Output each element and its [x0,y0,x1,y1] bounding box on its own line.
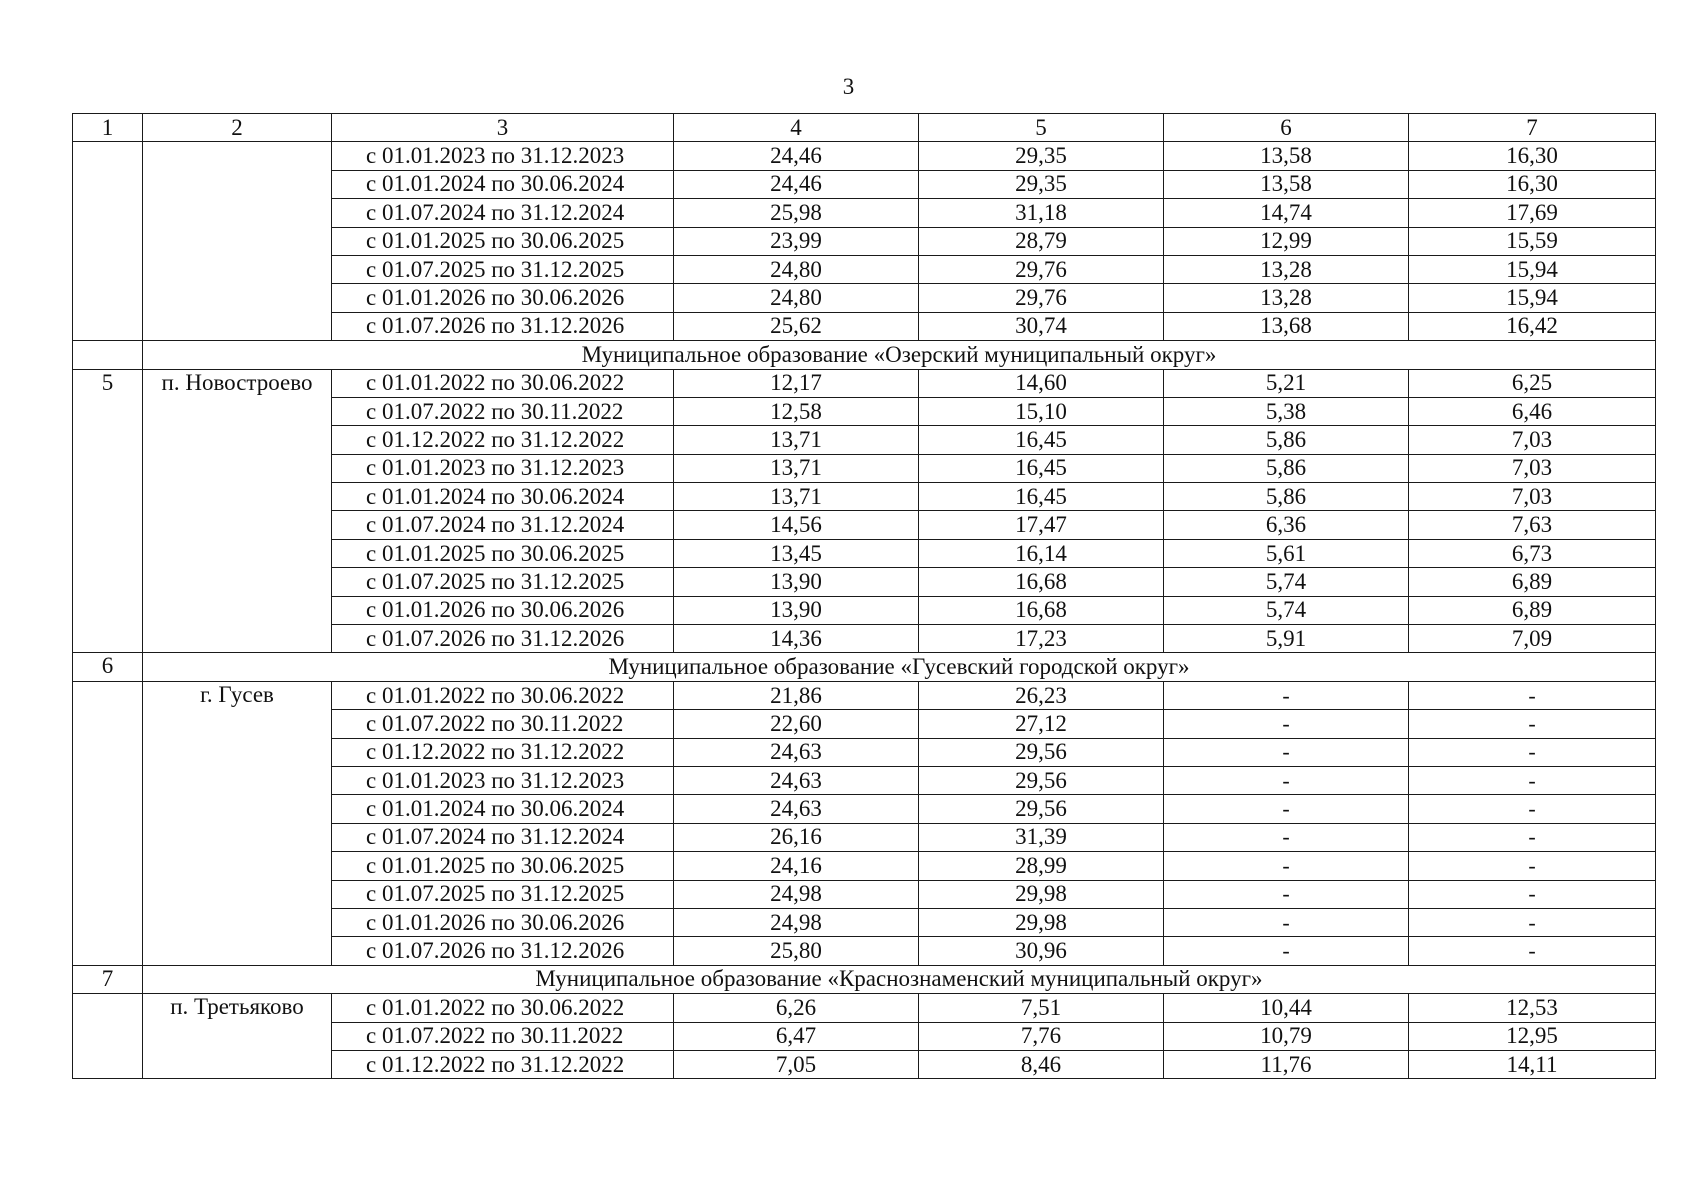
value-cell-col6: 10,79 [1164,1022,1409,1050]
value-cell-col7: - [1409,937,1656,965]
value-cell-col6: - [1164,852,1409,880]
value-cell-col4: 12,58 [674,397,919,425]
value-cell-col6: 10,44 [1164,994,1409,1022]
period-cell: с 01.01.2025 по 30.06.2025 [332,852,674,880]
column-number: 7 [1409,114,1656,142]
value-cell-col6: 14,74 [1164,199,1409,227]
value-cell-col7: 15,94 [1409,284,1656,312]
value-cell-col5: 30,96 [919,937,1164,965]
value-cell-col6: 13,68 [1164,312,1409,340]
column-number: 2 [143,114,332,142]
period-cell: с 01.07.2022 по 30.11.2022 [332,1022,674,1050]
value-cell-col4: 13,71 [674,483,919,511]
value-cell-col5: 16,45 [919,454,1164,482]
value-cell-col6: 13,28 [1164,284,1409,312]
value-cell-col4: 14,36 [674,625,919,653]
period-cell: с 01.07.2022 по 30.11.2022 [332,397,674,425]
value-cell-col7: - [1409,880,1656,908]
value-cell-col7: 6,25 [1409,369,1656,397]
value-cell-col4: 23,99 [674,227,919,255]
period-cell: с 01.07.2024 по 31.12.2024 [332,511,674,539]
value-cell-col7: 17,69 [1409,199,1656,227]
value-cell-col5: 16,68 [919,596,1164,624]
period-cell: с 01.01.2025 по 30.06.2025 [332,539,674,567]
value-cell-col5: 7,51 [919,994,1164,1022]
column-number: 5 [919,114,1164,142]
municipality-header-row [73,653,1656,681]
column-number: 4 [674,114,919,142]
period-cell: с 01.01.2024 по 30.06.2024 [332,483,674,511]
value-cell-col4: 24,46 [674,170,919,198]
value-cell-col4: 7,05 [674,1050,919,1078]
value-cell-col6: 12,99 [1164,227,1409,255]
period-cell: с 01.01.2026 по 30.06.2026 [332,284,674,312]
value-cell-col5: 16,45 [919,483,1164,511]
municipality-title: Муниципальное образование «Гусевский городской округ» [143,653,1656,681]
column-number-row [73,114,1656,142]
period-cell: с 01.01.2023 по 31.12.2023 [332,766,674,794]
value-cell-col7: - [1409,681,1656,709]
value-cell-col7: 7,03 [1409,454,1656,482]
value-cell-col4: 13,71 [674,454,919,482]
value-cell-col7: 7,63 [1409,511,1656,539]
value-cell-col5: 16,45 [919,426,1164,454]
value-cell-col5: 8,46 [919,1050,1164,1078]
value-cell-col6: 13,28 [1164,255,1409,283]
value-cell-col5: 28,99 [919,852,1164,880]
value-cell-col7: 16,30 [1409,170,1656,198]
value-cell-col4: 24,98 [674,908,919,936]
value-cell-col4: 24,63 [674,795,919,823]
municipality-number-cell [73,341,143,369]
value-cell-col5: 31,39 [919,823,1164,851]
period-cell: с 01.12.2022 по 31.12.2022 [332,738,674,766]
value-cell-col7: 7,03 [1409,426,1656,454]
value-cell-col4: 25,62 [674,312,919,340]
value-cell-col5: 29,35 [919,142,1164,170]
entry-number-cell: 5 [73,369,143,653]
value-cell-col4: 6,26 [674,994,919,1022]
period-cell: с 01.01.2024 по 30.06.2024 [332,170,674,198]
table-row [73,142,1656,170]
period-cell: с 01.12.2022 по 31.12.2022 [332,1050,674,1078]
value-cell-col5: 17,23 [919,625,1164,653]
table-row [73,994,1656,1022]
period-cell: с 01.07.2024 по 31.12.2024 [332,823,674,851]
value-cell-col7: - [1409,852,1656,880]
value-cell-col7: 12,53 [1409,994,1656,1022]
value-cell-col4: 24,98 [674,880,919,908]
period-cell: с 01.07.2022 по 30.11.2022 [332,710,674,738]
period-cell: с 01.07.2025 по 31.12.2025 [332,568,674,596]
value-cell-col4: 24,46 [674,142,919,170]
period-cell: с 01.07.2025 по 31.12.2025 [332,255,674,283]
entry-number-cell [73,681,143,965]
municipality-number-cell: 6 [73,653,143,681]
value-cell-col5: 27,12 [919,710,1164,738]
value-cell-col6: 5,38 [1164,397,1409,425]
value-cell-col7: 6,46 [1409,397,1656,425]
period-cell: с 01.01.2022 по 30.06.2022 [332,369,674,397]
value-cell-col4: 14,56 [674,511,919,539]
value-cell-col6: 5,86 [1164,454,1409,482]
value-cell-col5: 29,56 [919,738,1164,766]
period-cell: с 01.01.2023 по 31.12.2023 [332,142,674,170]
column-number: 1 [73,114,143,142]
value-cell-col5: 29,56 [919,795,1164,823]
value-cell-col6: 11,76 [1164,1050,1409,1078]
value-cell-col6: - [1164,795,1409,823]
period-cell: с 01.01.2025 по 30.06.2025 [332,227,674,255]
period-cell: с 01.01.2022 по 30.06.2022 [332,681,674,709]
value-cell-col6: - [1164,681,1409,709]
value-cell-col6: 13,58 [1164,142,1409,170]
value-cell-col5: 29,76 [919,284,1164,312]
value-cell-col4: 26,16 [674,823,919,851]
settlement-name: п. Новостроево [143,369,332,653]
period-cell: с 01.07.2026 по 31.12.2026 [332,312,674,340]
value-cell-col4: 13,90 [674,596,919,624]
value-cell-col7: 7,09 [1409,625,1656,653]
table-row [73,681,1656,709]
value-cell-col5: 28,79 [919,227,1164,255]
value-cell-col5: 29,56 [919,766,1164,794]
settlement-name: г. Гусев [143,681,332,965]
value-cell-col4: 24,80 [674,284,919,312]
column-number: 6 [1164,114,1409,142]
value-cell-col7: 6,89 [1409,568,1656,596]
value-cell-col5: 17,47 [919,511,1164,539]
value-cell-col5: 29,98 [919,880,1164,908]
value-cell-col5: 29,76 [919,255,1164,283]
value-cell-col7: 6,89 [1409,596,1656,624]
value-cell-col4: 25,80 [674,937,919,965]
tariff-table [72,113,1656,1079]
value-cell-col5: 31,18 [919,199,1164,227]
municipality-header-row [73,341,1656,369]
value-cell-col6: - [1164,908,1409,936]
period-cell: с 01.01.2026 по 30.06.2026 [332,908,674,936]
value-cell-col7: 7,03 [1409,483,1656,511]
value-cell-col7: - [1409,795,1656,823]
value-cell-col4: 21,86 [674,681,919,709]
period-cell: с 01.01.2023 по 31.12.2023 [332,454,674,482]
period-cell: с 01.07.2026 по 31.12.2026 [332,937,674,965]
value-cell-col4: 22,60 [674,710,919,738]
period-cell: с 01.01.2024 по 30.06.2024 [332,795,674,823]
value-cell-col6: 6,36 [1164,511,1409,539]
value-cell-col5: 29,35 [919,170,1164,198]
period-cell: с 01.07.2025 по 31.12.2025 [332,880,674,908]
value-cell-col5: 16,68 [919,568,1164,596]
value-cell-col7: 15,94 [1409,255,1656,283]
settlement-name: п. Третьяково [143,994,332,1079]
value-cell-col6: - [1164,766,1409,794]
value-cell-col4: 6,47 [674,1022,919,1050]
value-cell-col4: 13,45 [674,539,919,567]
municipality-number-cell: 7 [73,965,143,993]
period-cell: с 01.07.2026 по 31.12.2026 [332,625,674,653]
value-cell-col6: 5,86 [1164,483,1409,511]
value-cell-col7: - [1409,908,1656,936]
value-cell-col7: 14,11 [1409,1050,1656,1078]
value-cell-col6: - [1164,710,1409,738]
column-number: 3 [332,114,674,142]
municipality-title: Муниципальное образование «Озерский муниципальный округ» [143,341,1656,369]
value-cell-col5: 16,14 [919,539,1164,567]
period-cell: с 01.01.2026 по 30.06.2026 [332,596,674,624]
value-cell-col4: 13,90 [674,568,919,596]
value-cell-col7: 16,30 [1409,142,1656,170]
settlement-cell [143,142,332,341]
table-row [73,369,1656,397]
period-cell: с 01.12.2022 по 31.12.2022 [332,426,674,454]
entry-number-cell [73,142,143,341]
period-cell: с 01.07.2024 по 31.12.2024 [332,199,674,227]
tariff-table-body [73,114,1656,1079]
value-cell-col6: - [1164,937,1409,965]
value-cell-col7: - [1409,823,1656,851]
value-cell-col4: 12,17 [674,369,919,397]
value-cell-col6: - [1164,823,1409,851]
value-cell-col5: 29,98 [919,908,1164,936]
value-cell-col7: 12,95 [1409,1022,1656,1050]
value-cell-col6: 13,58 [1164,170,1409,198]
value-cell-col5: 30,74 [919,312,1164,340]
value-cell-col6: 5,21 [1164,369,1409,397]
value-cell-col7: - [1409,766,1656,794]
period-cell: с 01.01.2022 по 30.06.2022 [332,994,674,1022]
value-cell-col6: 5,86 [1164,426,1409,454]
municipality-header-row [73,965,1656,993]
value-cell-col4: 24,80 [674,255,919,283]
value-cell-col5: 7,76 [919,1022,1164,1050]
value-cell-col7: 6,73 [1409,539,1656,567]
value-cell-col4: 25,98 [674,199,919,227]
value-cell-col4: 13,71 [674,426,919,454]
value-cell-col6: - [1164,880,1409,908]
value-cell-col7: - [1409,738,1656,766]
value-cell-col6: 5,74 [1164,568,1409,596]
entry-number-cell [73,994,143,1079]
value-cell-col7: - [1409,710,1656,738]
value-cell-col4: 24,16 [674,852,919,880]
value-cell-col7: 16,42 [1409,312,1656,340]
page-number: 3 [842,74,855,99]
municipality-title: Муниципальное образование «Краснознаменский муниципальный округ» [143,965,1656,993]
value-cell-col5: 26,23 [919,681,1164,709]
value-cell-col4: 24,63 [674,766,919,794]
value-cell-col4: 24,63 [674,738,919,766]
value-cell-col6: - [1164,738,1409,766]
value-cell-col6: 5,74 [1164,596,1409,624]
value-cell-col5: 15,10 [919,397,1164,425]
value-cell-col7: 15,59 [1409,227,1656,255]
value-cell-col6: 5,91 [1164,625,1409,653]
value-cell-col5: 14,60 [919,369,1164,397]
value-cell-col6: 5,61 [1164,539,1409,567]
